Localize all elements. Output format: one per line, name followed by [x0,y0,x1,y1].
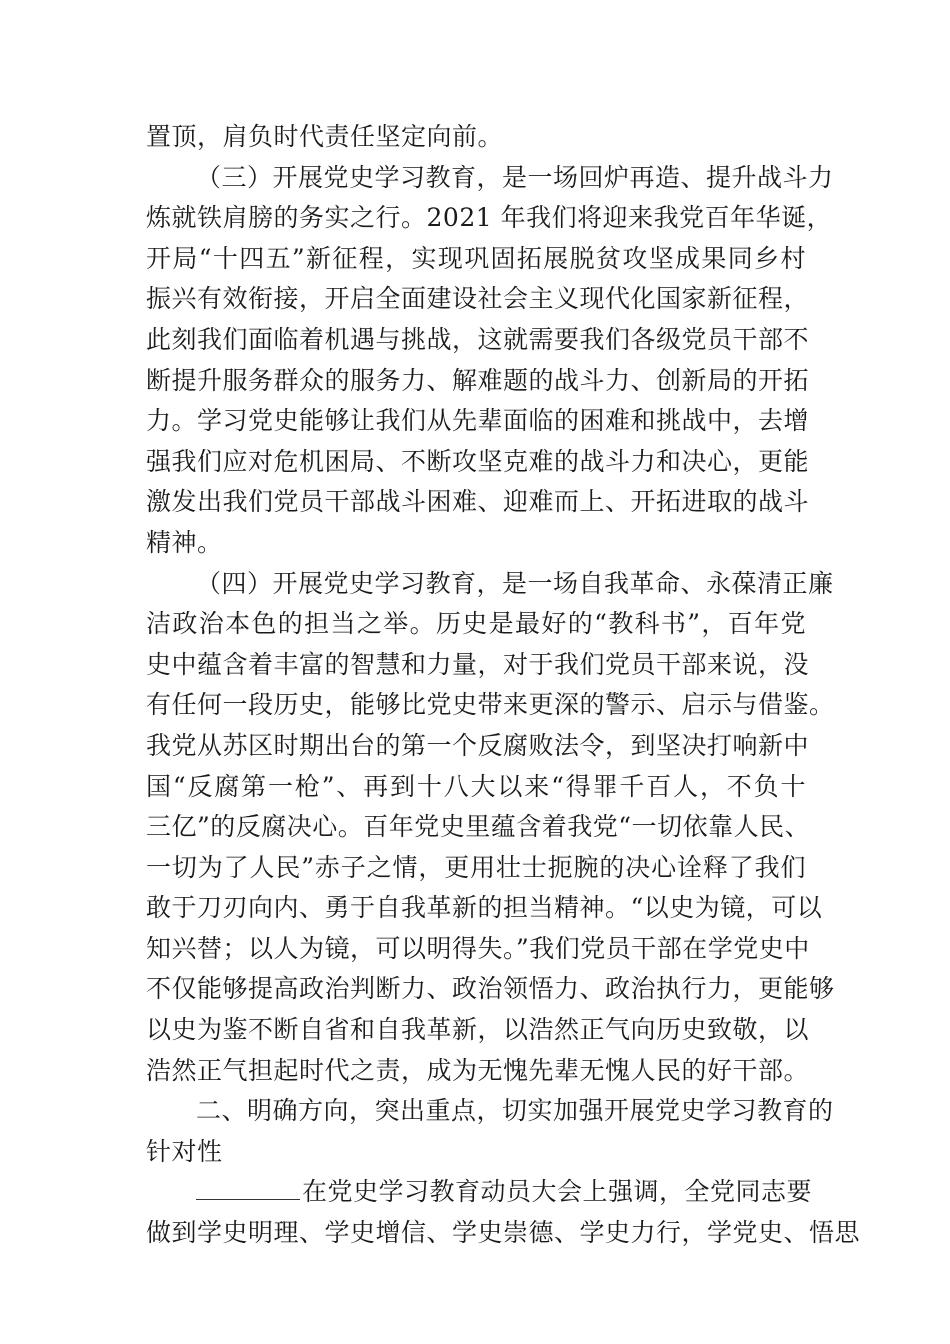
text-line [146,1091,834,1132]
text-line [146,969,835,1010]
text-line-content: 我党从苏区时期出台的第一个反腐败法令，到坚决打响新中 [146,730,810,760]
text-line [146,1172,813,1213]
text-line-content: 知兴替；以人为镜，可以明得失。”我们党员干部在学党史中 [146,933,810,963]
text-line-content: 置顶，肩负时代责任坚定向前。 [146,122,504,151]
text-line-content: （三）开展党史学习教育，是一场回炉再造、提升战斗力 [196,162,834,192]
text-line [146,361,810,402]
text-line [146,239,806,280]
text-line-content: 炼就铁肩膀的务实之行。2021 年我们将迎来我党百年华诞， [146,203,833,233]
text-line-content: 有任何一段历史，能够比党史带来更深的警示、启示与借鉴。 [146,690,835,720]
text-line [146,807,811,848]
text-line-content: 精神。 [146,527,223,557]
text-line [146,1010,810,1051]
text-line-content: 不仅能够提高政治判断力、政治领悟力、政治执行力，更能够 [146,974,835,1004]
text-line-content: 浩然正气担起时代之责，成为无愧先辈无愧人民的好干部。 [146,1055,810,1085]
text-line [146,401,810,442]
text-line-content: 激发出我们党员干部战斗困难、迎难而上、开拓进取的战斗 [146,487,810,517]
text-line-content: 开局“十四五”新征程，实现巩固拓展脱贫攻坚成果同乡村 [146,243,806,273]
text-line [146,564,834,605]
text-line-content: 做到学史明理、学史增信、学史崇德、学史力行，学党史、悟思 [146,1218,861,1248]
text-line [146,1051,810,1092]
text-line [146,279,810,320]
text-line [146,767,806,808]
text-line [146,482,810,523]
text-line-content: 以史为鉴不断自省和自我革新，以浩然正气向历史致敬，以 [146,1015,810,1045]
text-line-content: （四）开展党史学习教育，是一场自我革命、永葆清正廉 [196,568,834,598]
text-line [146,158,834,199]
text-line-content: 针对性 [146,1136,223,1166]
text-line [146,929,810,970]
text-line-content: 敢于刀刃向内、勇于自我革新的担当精神。“以史为镜，可以 [146,893,823,923]
text-line [146,117,806,158]
text-line [146,320,810,361]
text-line [146,1132,806,1173]
document-body [146,117,861,1254]
text-line-content: 强我们应对危机困局、不断攻坚克难的战斗力和决心，更能 [146,446,810,476]
text-line-content: 断提升服务群众的服务力、解难题的战斗力、创新局的开拓 [146,365,810,395]
text-line-content: 国“反腐第一枪”、再到十八大以来“得罪千百人，不负十 [146,771,806,801]
text-line-content: 力。学习党史能够让我们从先辈面临的困难和挑战中，去增 [146,406,810,436]
text-line-content: 二、明确方向，突出重点，切实加强开展党史学习教育的 [196,1096,834,1126]
text-line-content: 此刻我们面临着机遇与挑战，这就需要我们各级党员干部不 [146,324,810,354]
text-line [146,604,806,645]
text-line-content: 洁政治本色的担当之举。历史是最好的“教科书”，百年党 [146,609,806,639]
text-line [146,198,833,239]
text-line [146,645,810,686]
text-line [146,848,806,889]
text-line-content: 在党史学习教育动员大会上强调，全党同志要 [302,1177,813,1207]
fill-in-blank [196,1177,300,1200]
text-line-content: 三亿”的反腐决心。百年党史里蕴含着我党“一切依靠人民、 [146,812,811,842]
text-line-content: 一切为了人民”赤子之情，更用壮士扼腕的决心诠释了我们 [146,852,806,882]
text-line [146,685,835,726]
text-line [146,888,823,929]
text-line [146,523,806,564]
text-line [146,726,810,767]
text-line-content: 振兴有效衔接，开启全面建设社会主义现代化国家新征程， [146,284,810,314]
text-line-content: 史中蕴含着丰富的智慧和力量，对于我们党员干部来说，没 [146,649,810,679]
text-line [146,1213,861,1254]
text-line [146,442,810,483]
